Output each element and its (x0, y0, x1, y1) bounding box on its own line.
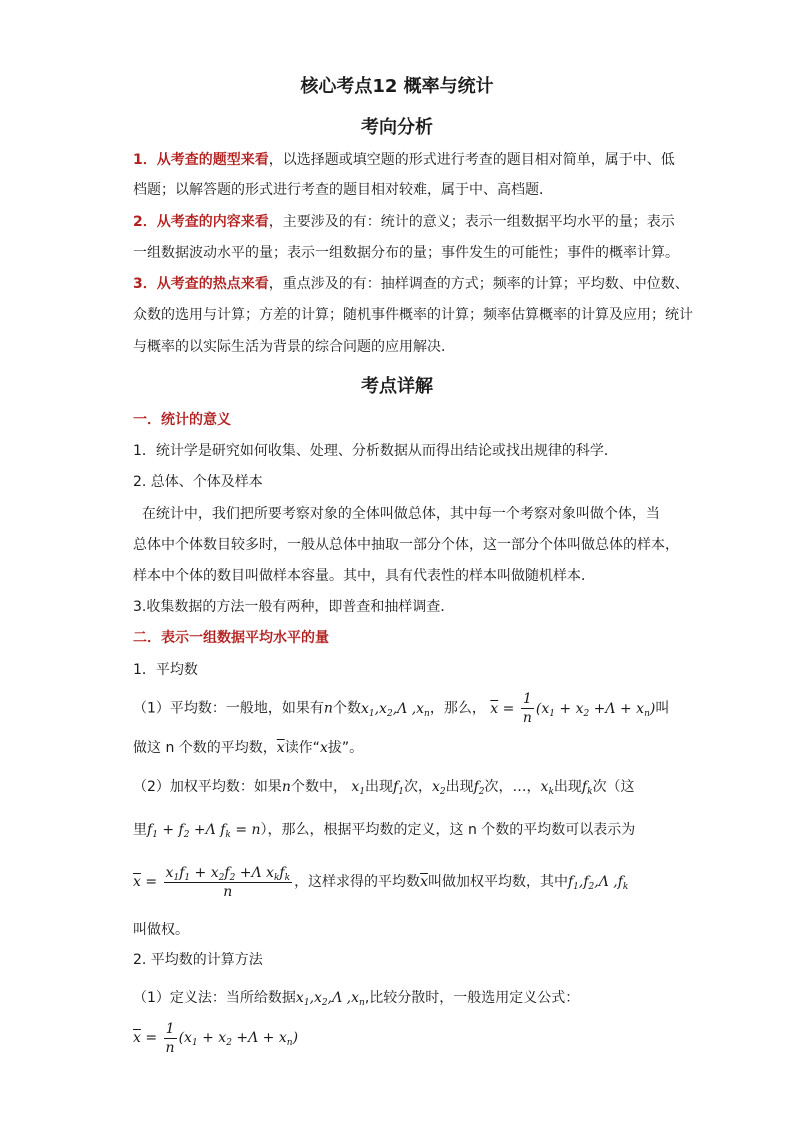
analysis-line: 众数的选用与计算；方差的计算；随机事件概率的计算；频率估算概率的计算及应用；统计 (133, 307, 693, 323)
part1-line: 1．统计学是研究如何收集、处理、分析数据从而得出结论或找出规律的科学． (133, 443, 618, 459)
analysis-label: 2．从考查的内容来看 (133, 214, 269, 230)
analysis-line: 与概率的以实际生活为背景的综合问题的应用解决． (133, 339, 455, 355)
analysis-label: 3．从考查的热点来看 (133, 276, 269, 292)
part1-line: 样本中个体的数目叫做样本容量。其中，具有代表性的样本叫做随机样本． (133, 568, 595, 584)
part2-heading: 二．表示一组数据平均水平的量 (133, 630, 329, 646)
mean-read-line: 做这 n 个数的平均数，$\overline{x}$读作“x拔”。 (133, 740, 364, 756)
analysis-label: 1．从考查的题型来看 (133, 152, 269, 168)
analysis-item-1 (133, 150, 675, 170)
analysis-line: 档题；以解答题的形式进行考查的题目相对较难，属于中、高档题． (133, 182, 553, 198)
analysis-text: ，重点涉及的有：抽样调查的方式；频率的计算；平均数、中位数、 (268, 276, 689, 292)
weight-line: 叫做权。 (133, 922, 189, 938)
formula-mean-definition: $\overline{x}$ = $\frac{1}{n}$ $(x_1 + x_2 +\Lambda + x_n)$ (133, 1020, 299, 1056)
definition-method-line: （1）定义法：当所给数据$x_1,x_2,\Lambda$ $,x_n$,比较分散时，一般选用定义公式： (133, 990, 580, 1008)
weighted-mean-line: （2）加权平均数：如果n个数中， $x_1$出现$f_1$次，$x_2$出现$f_2$次，…，$x_k$出现$f_k$次（这 (133, 779, 635, 797)
part1-line: 总体中个体数目较多时，一般从总体中抽取一部分个体，这一部分个体叫做总体的样本， (133, 537, 679, 553)
formula-mean: $\overline{x}$ = $\frac{1}{n}$ $(x_1 + x_2 +\Lambda + x_n)$ (490, 691, 656, 726)
part1-heading: 一．统计的意义 (133, 412, 231, 428)
section-heading-details: 考点详解 (361, 376, 433, 397)
section-heading-analysis: 考向分析 (361, 117, 433, 138)
definition-formula-line (133, 1018, 663, 1058)
document-title: 核心考点12 概率与统计 (300, 76, 494, 97)
weighted-mean-line-2: 里$f_1 + f_2 +\Lambda$ $f_k = n$），那么，根据平均数的定义，这 n 个数的平均数可以表示为 (133, 822, 636, 840)
weighted-mean-formula-line: $\overline{x}$ = $\frac{x_1f_1 + x_2f_2 +\Lambda x_kf_k}{n}$ ，这样求得的平均数$\overline{x}$叫做加权平均数，其中$f_1,f_2,\Lambda$ $,f_k$ (133, 864, 629, 900)
analysis-text: ，以选择题或填空题的形式进行考查的题目相对简单，属于中、低 (268, 152, 675, 168)
subheading-mean: 1．平均数 (133, 662, 198, 678)
formula-x-list: $x_1,x_2,\Lambda$ $,x_n$ (360, 700, 430, 719)
analysis-item-2 (133, 212, 675, 232)
analysis-text: ，主要涉及的有：统计的意义；表示一组数据平均水平的量；表示 (268, 214, 675, 230)
analysis-line: 一组数据波动水平的量；表示一组数据分布的量；事件发生的可能性；事件的概率计算。 (133, 245, 679, 261)
part1-line: 在统计中，我们把所要考察对象的全体叫做总体，其中每一个考察对象叫做个体，当 (133, 506, 660, 522)
subheading-mean-method: 2. 平均数的计算方法 (133, 952, 263, 968)
formula-weighted-mean: $\overline{x}$ = $\frac{x_1f_1 + x_2f_2 +\Lambda x_kf_k}{n}$ (133, 864, 291, 900)
part1-line: 3.收集数据的方法一般有两种，即普查和抽样调查． (133, 599, 455, 615)
part1-line: 2. 总体、个体及样本 (133, 474, 263, 490)
analysis-item-3 (133, 274, 689, 294)
mean-definition-line: （1）平均数：一般地，如果有n个数$x_1,x_2,\Lambda$ $,x_n$，那么， $\overline{x}$ = $\frac{1}{n}$ $(x_1 + x_2 +\Lambda + x_n)$叫 (133, 691, 670, 726)
